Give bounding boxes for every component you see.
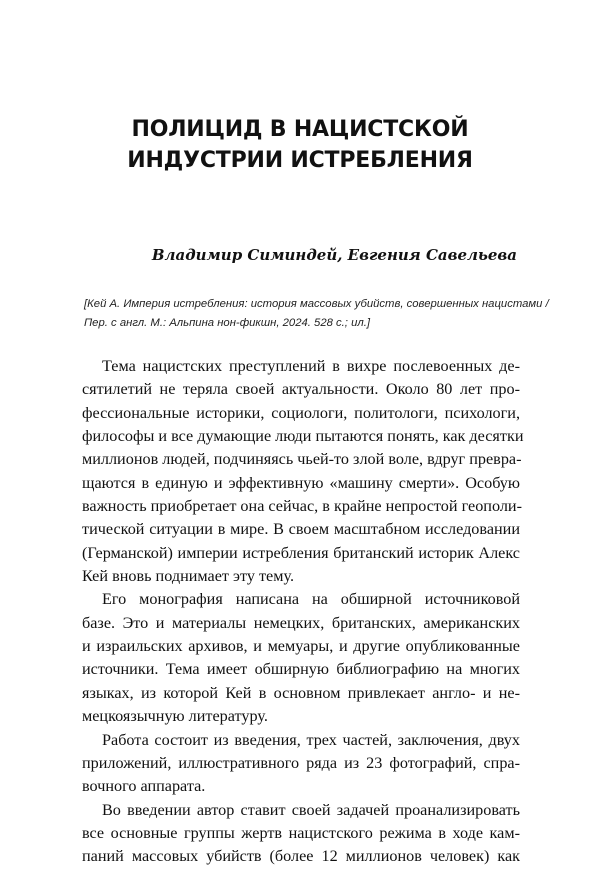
body-line: и израильских архивов, и мемуары, и другие опубликованные <box>82 637 520 656</box>
body-line: важность приобретает она сейчас, в крайне непростой геополи- <box>82 497 522 516</box>
body-line: паний массовых убийств (более 12 миллионов человек) как <box>82 847 520 866</box>
body-line: вочного аппарата. <box>82 777 206 796</box>
article-title <box>0 114 600 176</box>
article-body <box>82 355 524 869</box>
body-line: мецкоязычную литературу. <box>82 707 268 726</box>
title-line-2: ИНДУСТРИИ ИСТРЕБЛЕНИЯ <box>127 148 473 173</box>
body-line: миллионов людей, подчиняясь чьей-то злой воле, вдруг превра- <box>82 450 522 469</box>
body-line: (Германской) империи истребления британский историк Алекс <box>82 543 520 562</box>
body-line: Работа состоит из введения, трех частей, заключения, двух <box>102 730 520 749</box>
body-line: сятилетий не теряла своей актуальности. Около 80 лет про- <box>82 380 520 399</box>
reference-line-1: [Кей А. Империя истребления: история массовых убийств, совершенных нацистами / <box>84 298 549 310</box>
body-line: фессиональные историки, социологи, политологи, психологи, <box>82 403 520 422</box>
body-line: Во введении автор ставит своей задачей проанализировать <box>102 800 520 819</box>
body-line: философы и все думающие люди пытаются понять, как десятки <box>82 427 524 446</box>
body-line: базе. Это и материалы немецких, британских, американских <box>82 613 520 632</box>
reference-line-2: Пер. с англ. М.: Альпина нон-фикшн, 2024. 528 с.; ил.] <box>84 317 371 329</box>
body-line: Кей вновь поднимает эту тему. <box>82 567 294 586</box>
body-line: языках, из которой Кей в основном привлекает англо- и не- <box>82 683 520 702</box>
body-line: тической ситуации в мире. В своем масштабном исследовании <box>82 520 520 539</box>
book-reference <box>84 295 549 333</box>
title-line-1: ПОЛИЦИД В НАЦИСТСКОЙ <box>131 117 469 142</box>
body-line: Его монография написана на обширной источниковой <box>102 590 520 609</box>
body-line: Тема нацистских преступлений в вихре послевоенных де- <box>102 357 520 375</box>
article-authors: Владимир Симиндей, Евгения Савельева <box>151 246 517 264</box>
body-line: источники. Тема имеет обширную библиографию на многих <box>82 660 520 679</box>
body-line: приложений, иллюстративного ряда из 23 фотографий, спра- <box>82 753 520 772</box>
body-line: все основные группы жертв нацистского режима в ходе кам- <box>82 823 520 842</box>
body-line: щаются в единую и эффективную «машину смерти». Особую <box>82 473 520 492</box>
